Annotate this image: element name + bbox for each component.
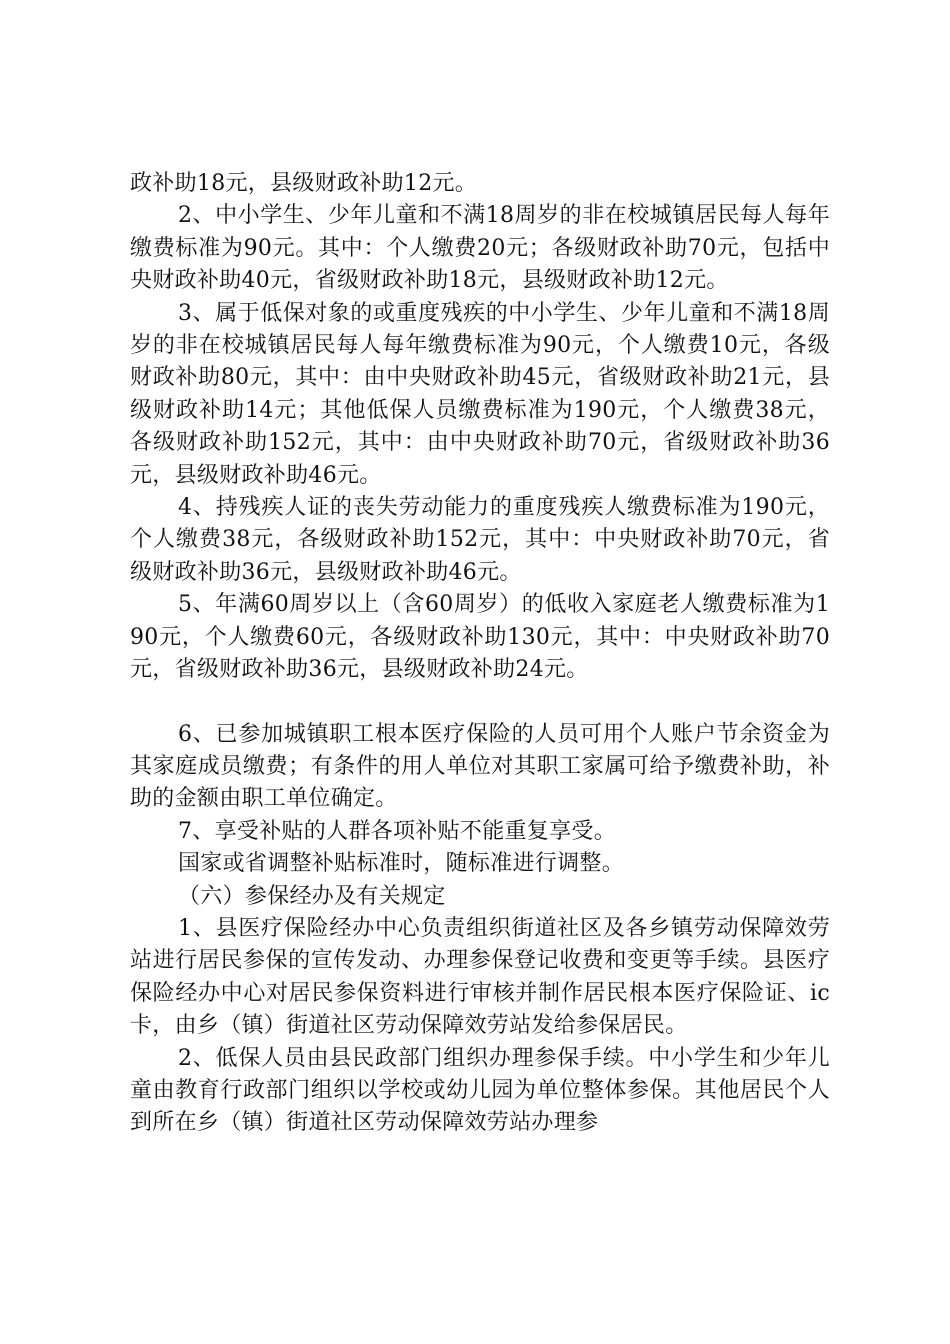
paragraph-item-5: 5、年满60周岁以上（含60周岁）的低收入家庭老人缴费标准为190元，个人缴费60元，各级财政补助130元，其中：中央财政补助70元，省级财政补助36元，县级财政补助24元。	[130, 592, 830, 683]
paragraph-item-2: 2、中小学生、少年儿童和不满18周岁的非在校城镇居民每人每年缴费标准为90元。其中：个人缴费20元；各级财政补助70元，包括中央财政补助40元，省级财政补助18元，县级财政补助12元。	[130, 203, 830, 294]
section-heading-6: （六）参保经办及有关规定	[178, 883, 446, 909]
paragraph-item-4: 4、持残疾人证的丧失劳动能力的重度残疾人缴费标准为190元，个人缴费38元，各级财政补助152元，其中：中央财政补助70元，省级财政补助36元，县级财政补助46元。	[130, 495, 830, 585]
paragraph-procedure-2: 2、低保人员由县民政部门组织办理参保手续。中小学生和少年儿童由教育行政部门组织以学校或幼儿园为单位整体参保。其他居民个人到所在乡（镇）街道社区劳动保障效劳站办理参	[130, 1045, 830, 1136]
paragraph-continuation: 政补助18元，县级财政补助12元。	[130, 171, 478, 196]
document-page	[130, 168, 830, 1140]
paragraph-item-7: 7、享受补贴的人群各项补贴不能重复享受。	[178, 818, 616, 844]
paragraph-procedure-1: 1、县医疗保险经办中心负责组织街道社区及各乡镇劳动保障效劳站进行居民参保的宣传发动、办理参保登记收费和变更等手续。县医疗保险经办中心对居民参保资料进行审核并制作居民根本医疗保险证、ic卡，由乡（镇）街道社区劳动保障效劳站发给参保居民。	[130, 915, 830, 1039]
paragraph-item-3: 3、属于低保对象的或重度残疾的中小学生、少年儿童和不满18周岁的非在校城镇居民每人每年缴费标准为90元，个人缴费10元，各级财政补助80元，其中：由中央财政补助45元，省级财政补助21元，县级财政补助14元；其他低保人员缴费标准为190元，个人缴费38元，各级财政补助152元，其中：由中央财政补助70元，省级财政补助36元，县级财政补助46元。	[130, 300, 830, 488]
blank-line	[130, 687, 830, 719]
paragraph-subsidy-adjustment: 国家或省调整补贴标准时，随标准进行调整。	[178, 851, 625, 877]
paragraph-item-6: 6、已参加城镇职工根本医疗保险的人员可用个人账户节余资金为其家庭成员缴费；有条件的用人单位对其职工家属可给予缴费补助，补助的金额由职工单位确定。	[130, 721, 830, 812]
